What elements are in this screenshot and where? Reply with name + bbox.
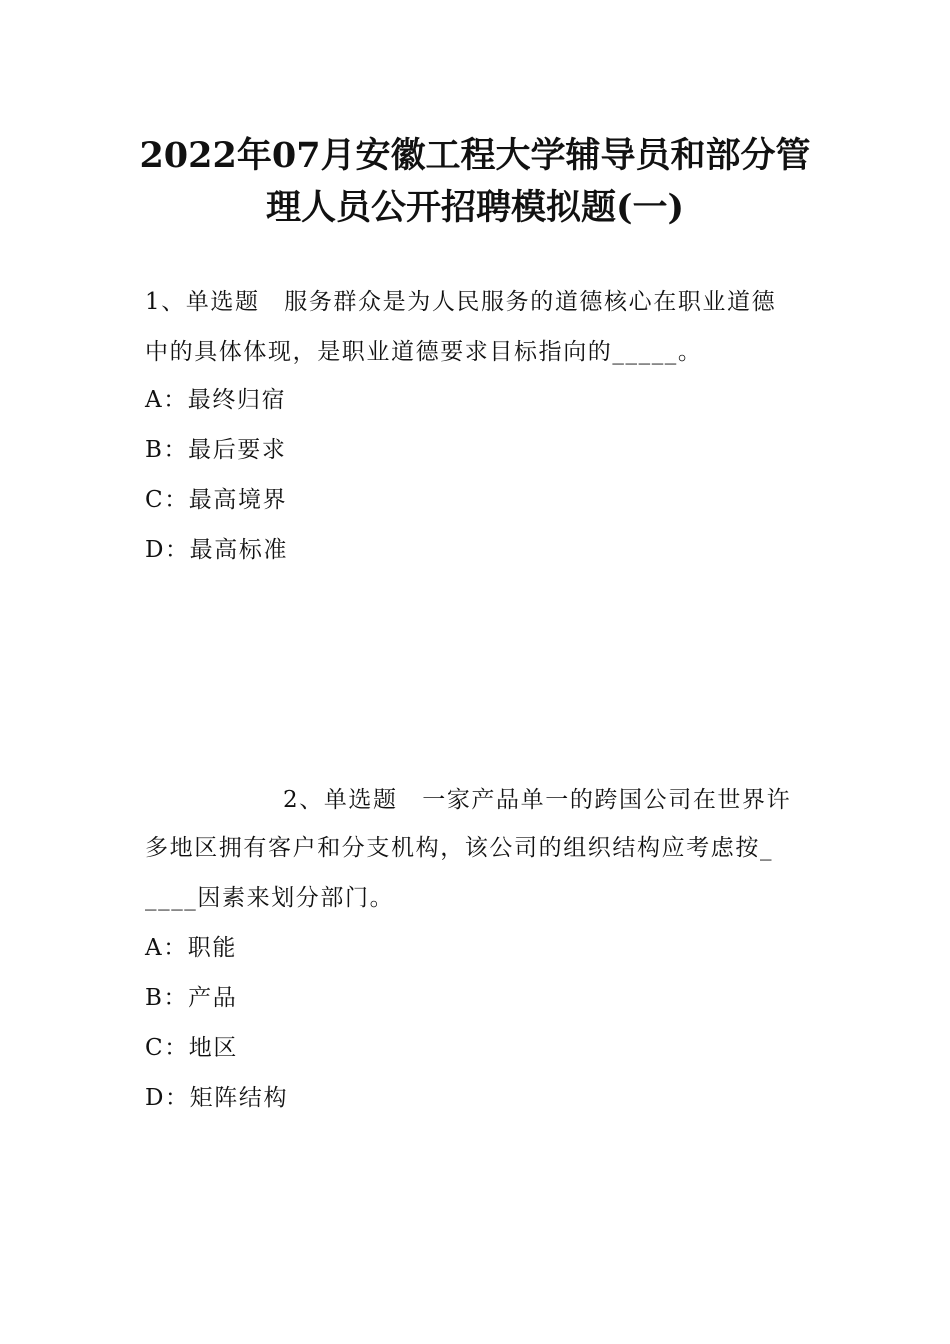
question-2-option-b: B：产品 [145,985,238,1011]
document-title-line-1: 2022年07月安徽工程大学辅导员和部分管 [139,135,811,176]
question-2-option-d: D：矩阵结构 [145,1085,289,1111]
question-2-text-line-3: ____因素来划分部门。 [145,885,395,911]
question-1-option-c: C：最高境界 [145,487,288,513]
question-1-option-d: D：最高标准 [145,537,289,563]
question-1-text-line-1: 1、单选题 服务群众是为人民服务的道德核心在职业道德 [145,289,777,315]
question-1-option-a: A：最终归宿 [145,387,287,413]
question-2-text-line-1: 2、单选题 一家产品单一的跨国公司在世界许 [283,787,792,813]
question-2-option-a: A：职能 [145,935,238,961]
question-2-option-c: C：地区 [145,1035,238,1061]
question-1-text-line-2: 中的具体体现，是职业道德要求目标指向的_____。 [145,339,703,365]
question-1-option-b: B：最后要求 [145,437,287,463]
document-title-line-2: 理人员公开招聘模拟题(一) [265,187,685,228]
question-2-text-line-2: 多地区拥有客户和分支机构，该公司的组织结构应考虑按_ [145,835,774,861]
